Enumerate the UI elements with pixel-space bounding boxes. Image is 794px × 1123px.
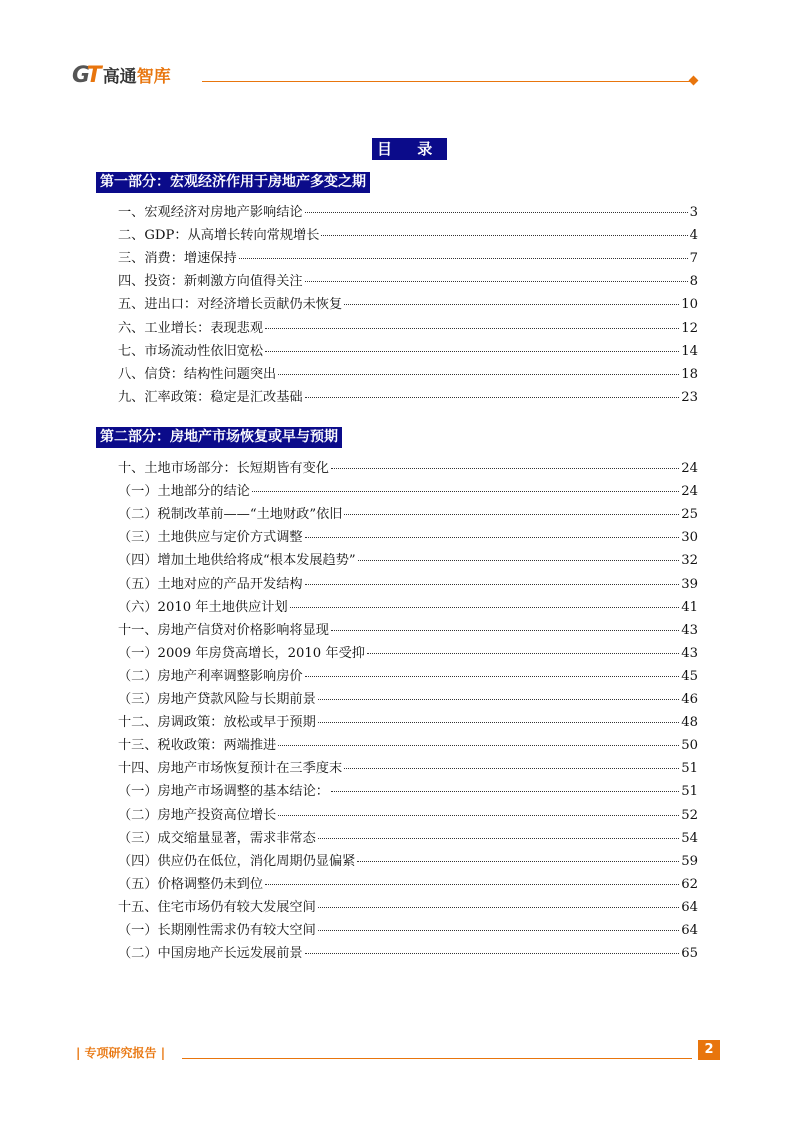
toc-entry-page: 62 <box>681 876 698 892</box>
toc-entry-page: 25 <box>681 507 698 523</box>
dot-leader <box>290 606 680 608</box>
page-footer <box>72 1040 722 1064</box>
page-header <box>72 60 702 90</box>
dot-leader <box>367 652 679 654</box>
dot-leader <box>239 257 688 259</box>
toc-entry[interactable] <box>118 598 698 618</box>
dot-leader <box>305 583 680 585</box>
toc-entry-label: （五）价格调整仍未到位 <box>118 876 264 892</box>
section-heading: 第一部分：宏观经济作用于房地产多变之期 <box>96 172 370 193</box>
dot-leader <box>278 744 679 746</box>
toc-entry-label: （二）房地产利率调整影响房价 <box>118 668 303 684</box>
dot-leader <box>265 350 679 352</box>
toc-entry-label: 四、投资：新刺激方向值得关注 <box>118 274 303 290</box>
toc-entry-page: 14 <box>681 343 698 359</box>
logo-name-1: 高通 <box>102 67 137 87</box>
toc-entry-label: 十四、房地产市场恢复预计在三季度末 <box>118 761 343 777</box>
footer-rule <box>182 1058 692 1059</box>
logo-name-2: 智库 <box>136 67 171 87</box>
toc-entry[interactable] <box>118 342 698 362</box>
toc-entry-page: 46 <box>681 692 698 707</box>
toc-entry-label: 十一、房地产信贷对价格影响将显现 <box>118 622 329 638</box>
dot-leader <box>265 327 679 329</box>
dot-leader <box>358 559 680 561</box>
dot-leader <box>344 303 679 305</box>
toc-entry-page: 54 <box>681 830 698 846</box>
toc-entry-label: 五、进出口：对经济增长贡献仍未恢复 <box>118 297 343 313</box>
toc-entry[interactable] <box>118 575 698 595</box>
toc-entry-label: （一）土地部分的结论 <box>118 484 250 500</box>
dot-leader <box>357 860 679 862</box>
toc-entry-label: 一、宏观经济对房地产影响结论 <box>118 205 303 220</box>
toc-entry[interactable] <box>118 226 698 246</box>
toc-entry[interactable] <box>118 295 698 315</box>
toc-entry[interactable] <box>118 875 698 895</box>
toc-entry-label: （二）中国房地产长远发展前景 <box>118 946 303 962</box>
toc-entry-page: 41 <box>681 599 698 615</box>
dot-leader <box>331 629 679 631</box>
dot-leader <box>305 675 680 677</box>
toc-entry-label: （三）房地产贷款风险与长期前景 <box>118 692 316 707</box>
toc-entry-page: 50 <box>681 738 698 754</box>
toc-entry[interactable] <box>118 203 698 223</box>
dot-leader <box>305 952 680 954</box>
toc-entry-page: 39 <box>681 576 698 592</box>
dot-leader <box>252 490 679 492</box>
toc-entry[interactable] <box>118 759 698 779</box>
dot-leader <box>344 513 679 515</box>
toc-entry-page: 43 <box>681 645 698 661</box>
toc-entry-label: （四）增加土地供给将成“根本发展趋势” <box>118 553 356 569</box>
toc-entry[interactable] <box>118 388 698 408</box>
header-diamond-icon <box>689 76 699 86</box>
toc-entry-page: 32 <box>681 553 698 569</box>
dot-leader <box>265 883 679 885</box>
toc-entry-page: 3 <box>689 205 698 220</box>
toc-entry-label: 三、消费：增速保持 <box>118 251 237 267</box>
toc-entry-label: （三）成交缩量显著，需求非常态 <box>118 830 316 846</box>
toc-entry[interactable] <box>118 272 698 292</box>
dot-leader <box>305 211 688 213</box>
toc-entry-label: 十、土地市场部分：长短期皆有变化 <box>118 461 329 476</box>
toc-entry-page: 52 <box>681 807 698 823</box>
toc-entry-page: 48 <box>681 715 698 731</box>
toc-entry-label: （六）2010 年土地供应计划 <box>118 599 288 615</box>
dot-leader <box>318 906 679 908</box>
toc-entry-page: 10 <box>681 297 698 313</box>
toc-entry-label: （二）税制改革前——“土地财政”依旧 <box>118 507 343 523</box>
toc-entry[interactable] <box>118 944 698 964</box>
toc-entry[interactable] <box>118 505 698 525</box>
dot-leader <box>331 467 679 469</box>
dot-leader <box>344 767 679 769</box>
toc-entry-page: 12 <box>681 320 698 336</box>
toc-entry-page: 24 <box>681 461 698 476</box>
toc-entry-label: （五）土地对应的产品开发结构 <box>118 576 303 592</box>
company-logo <box>72 60 171 88</box>
toc-entry-label: 六、工业增长：表现悲观 <box>118 320 264 336</box>
toc-entry-label: （二）房地产投资高位增长 <box>118 807 277 823</box>
toc-entry-page: 51 <box>681 784 698 800</box>
toc-entry-page: 43 <box>681 622 698 638</box>
toc-entry[interactable] <box>118 852 698 872</box>
toc-entry[interactable] <box>118 621 698 641</box>
toc-entry[interactable] <box>118 319 698 339</box>
toc-entry[interactable] <box>118 898 698 918</box>
dot-leader <box>318 929 679 931</box>
toc-entry-page: 23 <box>681 389 698 405</box>
dot-leader <box>305 280 688 282</box>
toc-entry-page: 59 <box>681 853 698 869</box>
toc-entry-label: （四）供应仍在低位，消化周期仍显偏紧 <box>118 853 356 869</box>
dot-leader <box>318 837 679 839</box>
toc-entry-page: 8 <box>689 274 698 290</box>
toc-entry[interactable] <box>118 921 698 941</box>
footer-label: | 专项研究报告 | <box>76 1046 166 1060</box>
toc-entry[interactable] <box>118 459 698 479</box>
toc-entry[interactable] <box>118 644 698 664</box>
toc-entry[interactable] <box>118 829 698 849</box>
dot-leader <box>305 396 680 398</box>
toc-entry[interactable] <box>118 667 698 687</box>
toc-entry-label: 十二、房调政策：放松或早于预期 <box>118 715 316 731</box>
toc-entry-page: 45 <box>681 668 698 684</box>
toc-entry-page: 24 <box>681 484 698 500</box>
toc-entry-label: 十五、住宅市场仍有较大发展空间 <box>118 899 316 915</box>
page-number: 2 <box>698 1040 720 1060</box>
toc-entry[interactable] <box>118 782 698 802</box>
toc-entry[interactable] <box>118 365 698 385</box>
toc-entry[interactable] <box>118 551 698 571</box>
dot-leader <box>321 234 687 236</box>
toc-entry-page: 4 <box>689 228 698 244</box>
toc-entry[interactable] <box>118 249 698 269</box>
toc-entry[interactable] <box>118 690 698 710</box>
toc-entry-label: （一）长期刚性需求仍有较大空间 <box>118 923 316 938</box>
toc-entry-page: 30 <box>681 530 698 546</box>
toc-entry[interactable] <box>118 806 698 826</box>
toc-entry-label: （一）房地产市场调整的基本结论： <box>118 784 329 800</box>
toc-entry-label: 八、信贷：结构性问题突出 <box>118 366 277 382</box>
toc-entry-page: 18 <box>681 366 698 382</box>
section-heading: 第二部分：房地产市场恢复或早与预期 <box>96 427 342 448</box>
dot-leader <box>305 536 680 538</box>
toc-entry-page: 64 <box>681 923 698 938</box>
toc-entry-page: 51 <box>681 761 698 777</box>
toc-entry-label: 九、汇率政策：稳定是汇改基础 <box>118 389 303 405</box>
toc-entry-page: 7 <box>689 251 698 267</box>
toc-title: 目 录 <box>372 138 447 160</box>
toc-entry-label: （一）2009 年房贷高增长，2010 年受抑 <box>118 645 365 661</box>
dot-leader <box>278 814 679 816</box>
dot-leader <box>331 790 679 792</box>
dot-leader <box>318 698 679 700</box>
toc-entry-page: 65 <box>681 946 698 962</box>
toc-entry[interactable] <box>118 736 698 756</box>
toc-entry-label: 十三、税收政策：两端推进 <box>118 738 277 754</box>
header-rule <box>202 81 692 82</box>
toc-entry[interactable] <box>118 713 698 733</box>
toc-entry-label: 二、GDP：从高增长转向常规增长 <box>118 228 320 244</box>
toc-entry[interactable] <box>118 482 698 502</box>
dot-leader <box>318 721 679 723</box>
dot-leader <box>278 373 679 375</box>
toc-entry-label: （三）土地供应与定价方式调整 <box>118 530 303 546</box>
toc-entry-page: 64 <box>681 899 698 915</box>
logo-mark: GT <box>72 63 99 88</box>
toc-entry-label: 七、市场流动性依旧宽松 <box>118 343 264 359</box>
toc-entry[interactable] <box>118 528 698 548</box>
